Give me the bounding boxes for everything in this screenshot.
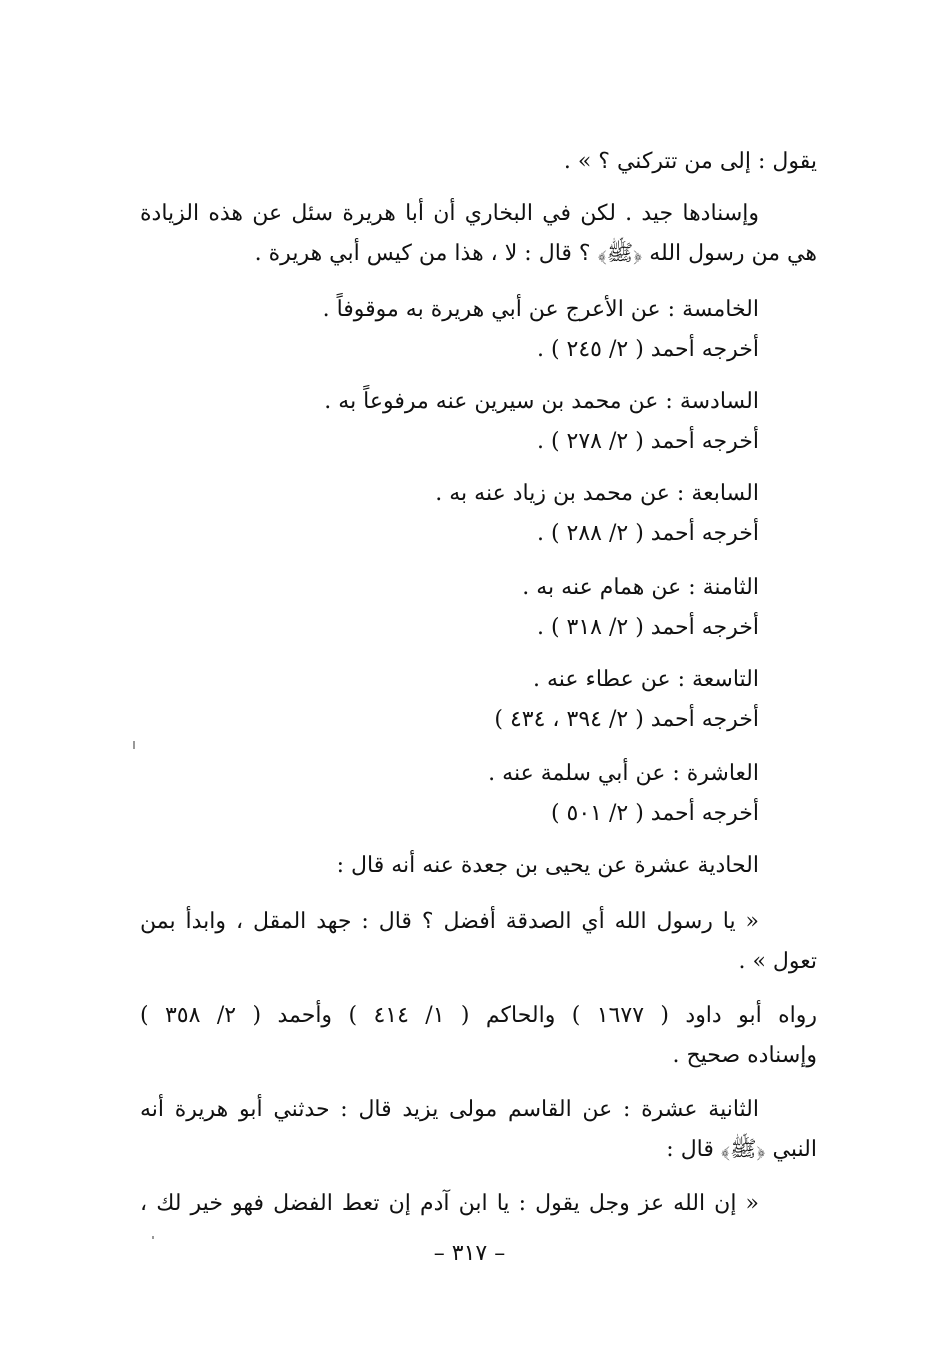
text-line-19: رواه أبو داود ( ١٦٧٧ ) والحاكم ( ١/ ٤١٤ ) وأحمد ( ٢/ ٣٥٨ ) [140, 1003, 817, 1028]
scan-speck [152, 1236, 154, 1239]
text-line-11: أخرجه أحمد ( ٢/ ٣١٨ ) . [536, 615, 759, 640]
text-line-17: « يا رسول الله أي الصدقة أفضل ؟ قال : جهد المقل ، وابدأ بمن [140, 909, 759, 934]
text-line-6: السادسة : عن محمد بن سيرين عنه مرفوعاً به . [324, 389, 759, 414]
text-line-20: وإسناده صحيح . [672, 1043, 817, 1068]
text-line-21: الثانية عشرة : عن القاسم مولى يزيد قال : حدثني أبو هريرة أنه [140, 1097, 759, 1122]
scan-speck [133, 741, 135, 749]
text-line-10: الثامنة : عن همام عنه به . [522, 575, 759, 600]
text-line-12: التاسعة : عن عطاء عنه . [532, 667, 759, 692]
text-line-8: السابعة : عن محمد بن زياد عنه به . [435, 481, 759, 506]
text-line-5: أخرجه أحمد ( ٢/ ٢٤٥ ) . [536, 337, 759, 362]
text-line-13: أخرجه أحمد ( ٢/ ٣٩٤ ، ٤٣٤ ) [494, 707, 759, 732]
text-line-3: هي من رسول الله ﴿ﷺ﴾ ؟ قال : لا ، هذا من كيس أبي هريرة . [254, 241, 817, 266]
text-line-22: النبي ﴿ﷺ﴾ قال : [666, 1137, 817, 1162]
text-line-18: تعول » . [738, 949, 817, 974]
text-line-23: « إن الله عز وجل يقول : يا ابن آدم إن تعط الفضل فهو خير لك ، [140, 1191, 759, 1216]
text-line-1: يقول : إلى من تتركني ؟ » . [563, 149, 817, 174]
page-number: – ٣١٧ – [433, 1241, 506, 1266]
text-line-9: أخرجه أحمد ( ٢/ ٢٨٨ ) . [536, 521, 759, 546]
text-line-4: الخامسة : عن الأعرج عن أبي هريرة به موقوفاً . [322, 297, 759, 322]
text-line-16: الحادية عشرة عن يحيى بن جعدة عنه أنه قال : [336, 853, 759, 878]
text-line-14: العاشرة : عن أبي سلمة عنه . [488, 761, 759, 786]
text-line-7: أخرجه أحمد ( ٢/ ٢٧٨ ) . [536, 429, 759, 454]
text-line-2: وإسنادها جيد . لكن في البخاري أن أبا هريرة سئل عن هذه الزيادة [140, 201, 759, 226]
text-line-15: أخرجه أحمد ( ٢/ ٥٠١ ) [550, 801, 759, 826]
